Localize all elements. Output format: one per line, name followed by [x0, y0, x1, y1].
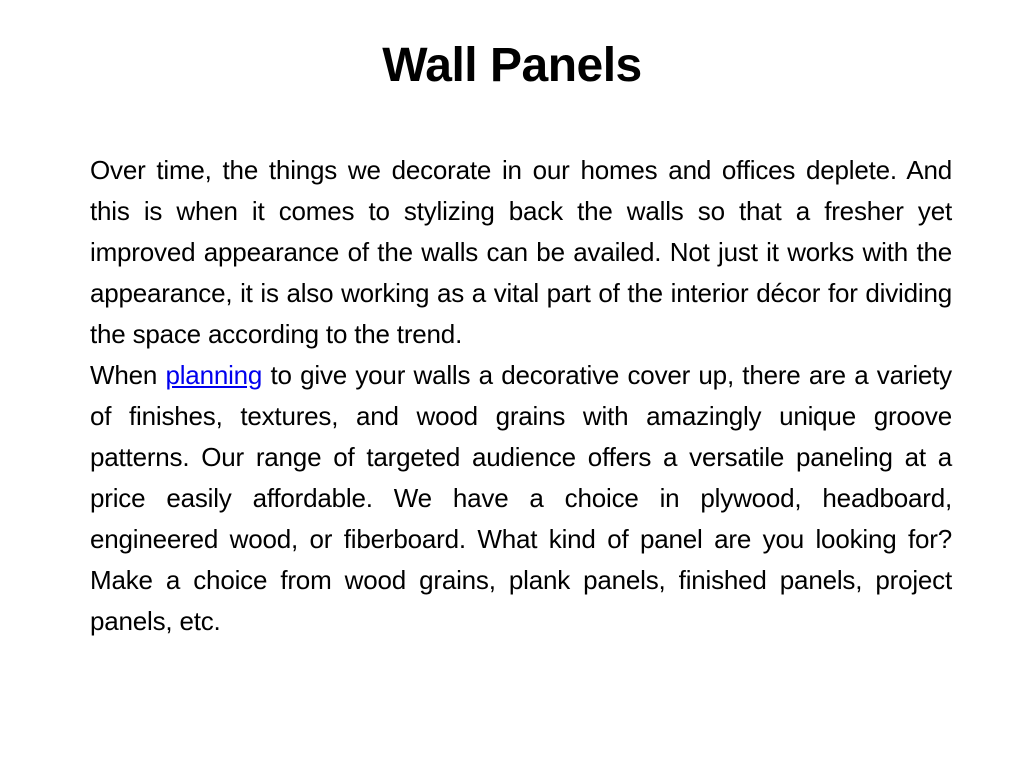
slide-body	[90, 150, 952, 642]
paragraph-1: Over time, the things we decorate in our homes and offices deplete. And this is when it comes to stylizing back the walls so that a fresher yet improved appearance of the walls can be availed. Not just it works with the appearance, it is also working as a vital part of the interior décor for dividing the space according to the trend.	[90, 155, 952, 349]
paragraph-2-intro: When	[90, 360, 166, 390]
slide-title: Wall Panels	[382, 39, 642, 92]
planning-link[interactable]: planning	[165, 360, 263, 390]
paragraph-2-rest: to give your walls a decorative cover up, there are a variety of finishes, textures, and wood grains with amazingly unique groove patterns. Our range of targeted audience offers a versatile paneling at a price easily affordable. We have a choice in plywood, headboard, engineered wood, or fiberboard. What kind of panel are you looking for? Make a choice from wood grains, plank panels, finished panels, project panels, etc.	[90, 360, 952, 636]
paragraph-2	[90, 355, 952, 642]
